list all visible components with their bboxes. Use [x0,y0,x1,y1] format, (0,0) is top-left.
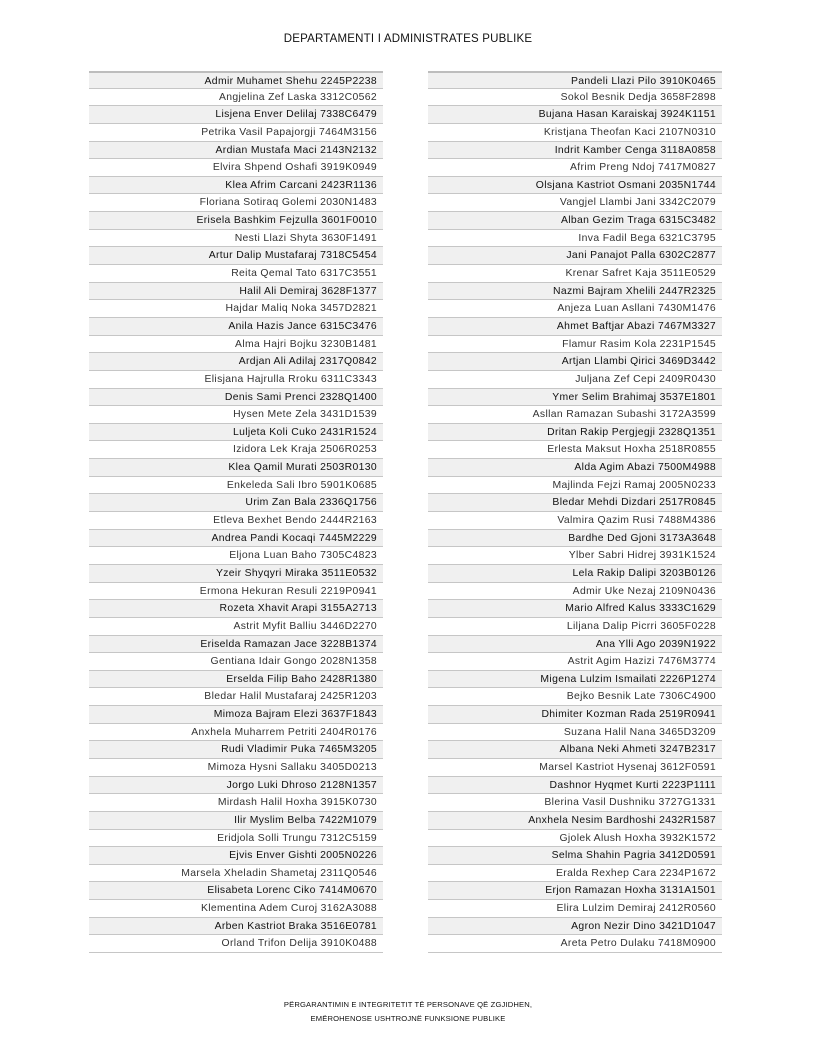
list-item: Nazmi Bajram Xhelili 2447R2325 [428,283,722,301]
list-item: Majlinda Fejzi Ramaj 2005N0233 [428,477,722,495]
list-item: Astrit Myfit Balliu 3446D2270 [89,618,383,636]
list-item: Luljeta Koli Cuko 2431R1524 [89,424,383,442]
list-item: Ardian Mustafa Maci 2143N2132 [89,142,383,160]
right-name-list [428,71,722,953]
left-name-list [89,71,383,953]
list-item: Alda Agim Abazi 7500M4988 [428,459,722,477]
list-item: Rozeta Xhavit Arapi 3155A2713 [89,600,383,618]
list-item: Orland Trifon Delija 3910K0488 [89,935,383,953]
list-item: Halil Ali Demiraj 3628F1377 [89,283,383,301]
list-item: Vangjel Llambi Jani 3342C2079 [428,194,722,212]
list-item: Areta Petro Dulaku 7418M0900 [428,935,722,953]
list-item: Urim Zan Bala 2336Q1756 [89,494,383,512]
list-item: Dashnor Hyqmet Kurti 2223P1111 [428,777,722,795]
list-item: Eljona Luan Baho 7305C4823 [89,547,383,565]
list-item: Petrika Vasil Papajorgji 7464M3156 [89,124,383,142]
list-item: Pandeli Llazi Pilo 3910K0465 [428,71,722,89]
list-item: Erisela Bashkim Fejzulla 3601F0010 [89,212,383,230]
list-item: Andrea Pandi Kocaqi 7445M2229 [89,530,383,548]
list-item: Reita Qemal Tato 6317C3551 [89,265,383,283]
list-item: Ylber Sabri Hidrej 3931K1524 [428,547,722,565]
list-item: Admir Muhamet Shehu 2245P2238 [89,71,383,89]
list-item: Yzeir Shyqyri Miraka 3511E0532 [89,565,383,583]
list-item: Bledar Halil Mustafaraj 2425R1203 [89,688,383,706]
list-item: Albana Neki Ahmeti 3247B2317 [428,741,722,759]
list-item: Rudi Vladimir Puka 7465M3205 [89,741,383,759]
list-item: Eralda Rexhep Cara 2234P1672 [428,865,722,883]
list-item: Inva Fadil Bega 6321C3795 [428,230,722,248]
list-item: Elisabeta Lorenc Ciko 7414M0670 [89,882,383,900]
list-item: Olsjana Kastriot Osmani 2035N1744 [428,177,722,195]
list-item: Flamur Rasim Kola 2231P1545 [428,336,722,354]
list-item: Eriselda Ramazan Jace 3228B1374 [89,636,383,654]
list-item: Ejvis Enver Gishti 2005N0226 [89,847,383,865]
list-item: Gjolek Alush Hoxha 3932K1572 [428,830,722,848]
list-item: Marsela Xheladin Shametaj 2311Q0546 [89,865,383,883]
list-item: Elisjana Hajrulla Rroku 6311C3343 [89,371,383,389]
page-footer [0,998,816,1026]
list-item: Marsel Kastriot Hysenaj 3612F0591 [428,759,722,777]
list-item: Migena Lulzim Ismailati 2226P1274 [428,671,722,689]
list-item: Arben Kastriot Braka 3516E0781 [89,918,383,936]
list-item: Nesti Llazi Shyta 3630F1491 [89,230,383,248]
list-item: Astrit Agim Hazizi 7476M3774 [428,653,722,671]
list-item: Elira Lulzim Demiraj 2412R0560 [428,900,722,918]
list-item: Ymer Selim Brahimaj 3537E1801 [428,389,722,407]
list-item: Gentiana Idair Gongo 2028N1358 [89,653,383,671]
list-item: Alma Hajri Bojku 3230B1481 [89,336,383,354]
list-item: Klementina Adem Curoj 3162A3088 [89,900,383,918]
list-item: Klea Afrim Carcani 2423R1136 [89,177,383,195]
footer-line-1: PËRGARANTIMIN E INTEGRITETIT TË PERSONAVE QË ZGJIDHEN, [283,1000,533,1009]
list-item: Erjon Ramazan Hoxha 3131A1501 [428,882,722,900]
list-item: Ahmet Baftjar Abazi 7467M3327 [428,318,722,336]
list-item: Bardhe Ded Gjoni 3173A3648 [428,530,722,548]
page-title: DEPARTAMENTI I ADMINISTRATES PUBLIKE [283,33,533,45]
list-item: Elvira Shpend Oshafi 3919K0949 [89,159,383,177]
list-item: Indrit Kamber Cenga 3118A0858 [428,142,722,160]
list-item: Dhimiter Kozman Rada 2519R0941 [428,706,722,724]
list-item: Selma Shahin Pagria 3412D0591 [428,847,722,865]
list-item: Ana Ylli Ago 2039N1922 [428,636,722,654]
list-item: Eridjola Solli Trungu 7312C5159 [89,830,383,848]
list-item: Afrim Preng Ndoj 7417M0827 [428,159,722,177]
list-item: Suzana Halil Nana 3465D3209 [428,724,722,742]
list-item: Jorgo Luki Dhroso 2128N1357 [89,777,383,795]
list-item: Ardjan Ali Adilaj 2317Q0842 [89,353,383,371]
list-item: Floriana Sotiraq Golemi 2030N1483 [89,194,383,212]
list-item: Erselda Filip Baho 2428R1380 [89,671,383,689]
list-item: Ilir Myslim Belba 7422M1079 [89,812,383,830]
list-item: Enkeleda Sali Ibro 5901K0685 [89,477,383,495]
list-item: Hysen Mete Zela 3431D1539 [89,406,383,424]
list-item: Agron Nezir Dino 3421D1047 [428,918,722,936]
list-item: Mimoza Bajram Elezi 3637F1843 [89,706,383,724]
list-item: Etleva Bexhet Bendo 2444R2163 [89,512,383,530]
list-item: Valmira Qazim Rusi 7488M4386 [428,512,722,530]
list-item: Bejko Besnik Late 7306C4900 [428,688,722,706]
list-item: Ermona Hekuran Resuli 2219P0941 [89,583,383,601]
list-item: Krenar Safret Kaja 3511E0529 [428,265,722,283]
list-item: Mimoza Hysni Sallaku 3405D0213 [89,759,383,777]
list-item: Artjan Llambi Qirici 3469D3442 [428,353,722,371]
list-item: Anxhela Nesim Bardhoshi 2432R1587 [428,812,722,830]
list-item: Lela Rakip Dalipi 3203B0126 [428,565,722,583]
list-item: Juljana Zef Cepi 2409R0430 [428,371,722,389]
list-item: Lisjena Enver Delilaj 7338C6479 [89,106,383,124]
list-item: Erlesta Maksut Hoxha 2518R0855 [428,441,722,459]
list-item: Izidora Lek Kraja 2506R0253 [89,441,383,459]
list-item: Mirdash Halil Hoxha 3915K0730 [89,794,383,812]
list-item: Artur Dalip Mustafaraj 7318C5454 [89,247,383,265]
list-item: Kristjana Theofan Kaci 2107N0310 [428,124,722,142]
list-item: Bujana Hasan Karaiskaj 3924K1151 [428,106,722,124]
list-item: Bledar Mehdi Dizdari 2517R0845 [428,494,722,512]
list-item: Blerina Vasil Dushniku 3727G1331 [428,794,722,812]
list-item: Asllan Ramazan Subashi 3172A3599 [428,406,722,424]
list-item: Mario Alfred Kalus 3333C1629 [428,600,722,618]
list-item: Klea Qamil Murati 2503R0130 [89,459,383,477]
list-item: Anjeza Luan Asllani 7430M1476 [428,300,722,318]
list-item: Admir Uke Nezaj 2109N0436 [428,583,722,601]
list-item: Anila Hazis Jance 6315C3476 [89,318,383,336]
list-item: Anxhela Muharrem Petriti 2404R0176 [89,724,383,742]
footer-line-2: EMËROHENOSE USHTROJNË FUNKSIONE PUBLIKE [310,1014,506,1023]
list-item: Dritan Rakip Pergjegji 2328Q1351 [428,424,722,442]
list-item: Jani Panajot Palla 6302C2877 [428,247,722,265]
list-item: Liljana Dalip Picrri 3605F0228 [428,618,722,636]
list-item: Alban Gezim Traga 6315C3482 [428,212,722,230]
list-item: Sokol Besnik Dedja 3658F2898 [428,89,722,107]
list-item: Angjelina Zef Laska 3312C0562 [89,89,383,107]
list-item: Denis Sami Prenci 2328Q1400 [89,389,383,407]
list-item: Hajdar Maliq Noka 3457D2821 [89,300,383,318]
